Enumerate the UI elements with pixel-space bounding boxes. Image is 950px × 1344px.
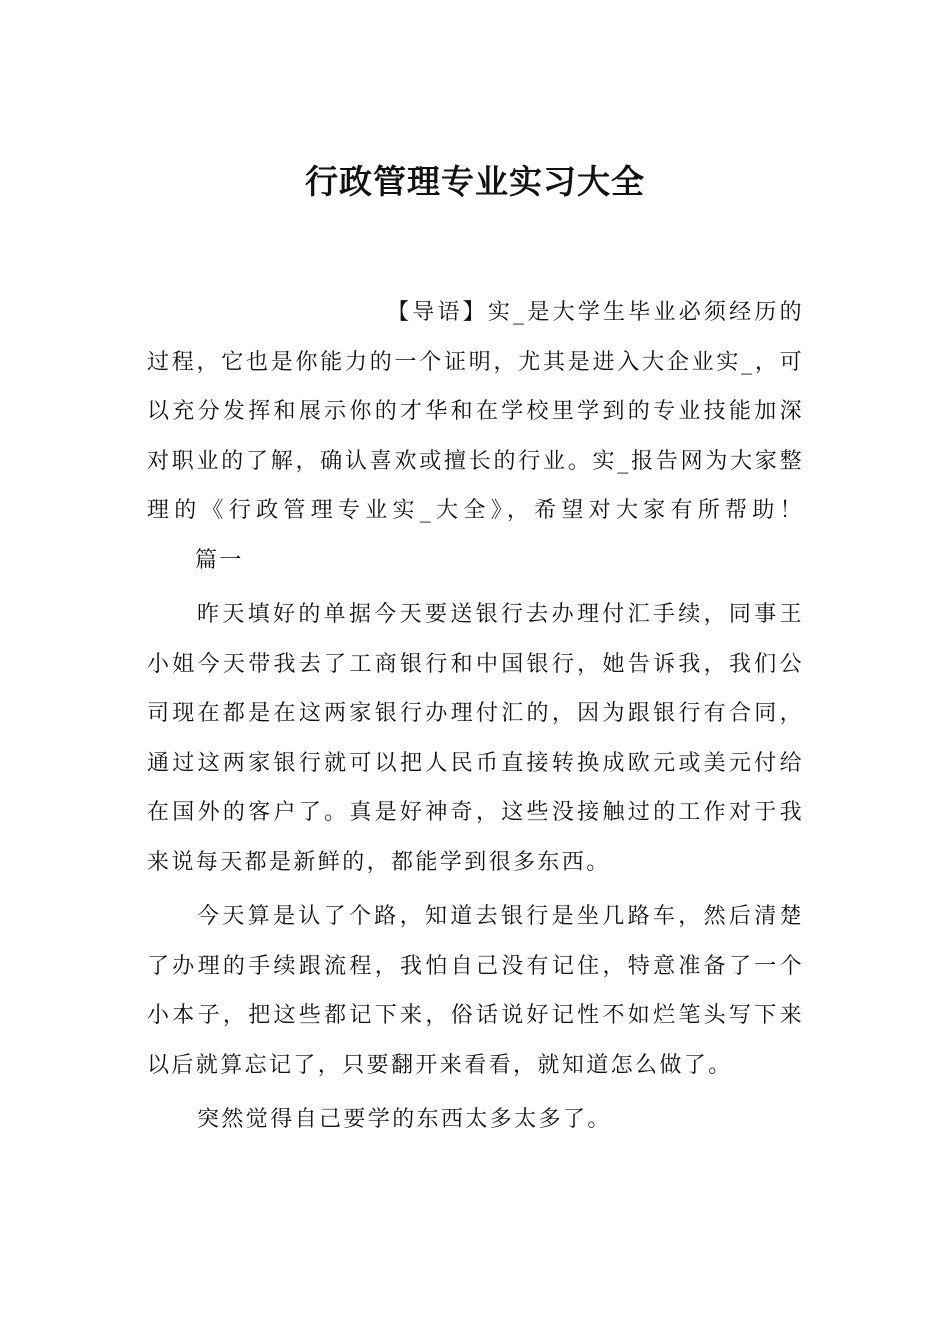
section-label: 篇一 [195,547,244,573]
intro-text: 【导语】实_是大学生毕业必须经历的过程，它也是你能力的一个证明，尤其是进入大企业实_，可以充分发挥和展示你的才华和在学校里学到的专业技能加深对职业的了解，确认喜欢或擅长的行业。实_报告网为大家整理的《行政管理专业实_大全》，希望对大家有所帮助！ [147,300,804,523]
document-title: 行政管理专业实习大全 [305,162,645,201]
body-paragraph: 突然觉得自己要学的东西太多太多了。 [197,1107,612,1132]
body-paragraph: 昨天填好的单据今天要送银行去办理付汇手续，同事王小姐今天带我去了工商银行和中国银行，她告诉我，我们公司现在都是在这两家银行办理付汇的，因为跟银行有合同，通过这两家银行就可以把人民币直接转换成欧元或美元付给在国外的客户了。真是好神奇，这些没接触过的工作对于我来说每天都是新鲜的，都能学到很多东西。 [147,602,804,875]
document-body [147,288,804,1150]
intro-paragraph [147,288,804,585]
body-paragraph: 今天算是认了个路，知道去银行是坐几路车，然后清楚了办理的手续跟流程，我怕自己没有记住，特意准备了一个小本子，把这些都记下来，俗话说好记性不如烂笔头写下来以后就算忘记了，只要翻开来看看，就知道怎么做了。 [147,904,804,1078]
